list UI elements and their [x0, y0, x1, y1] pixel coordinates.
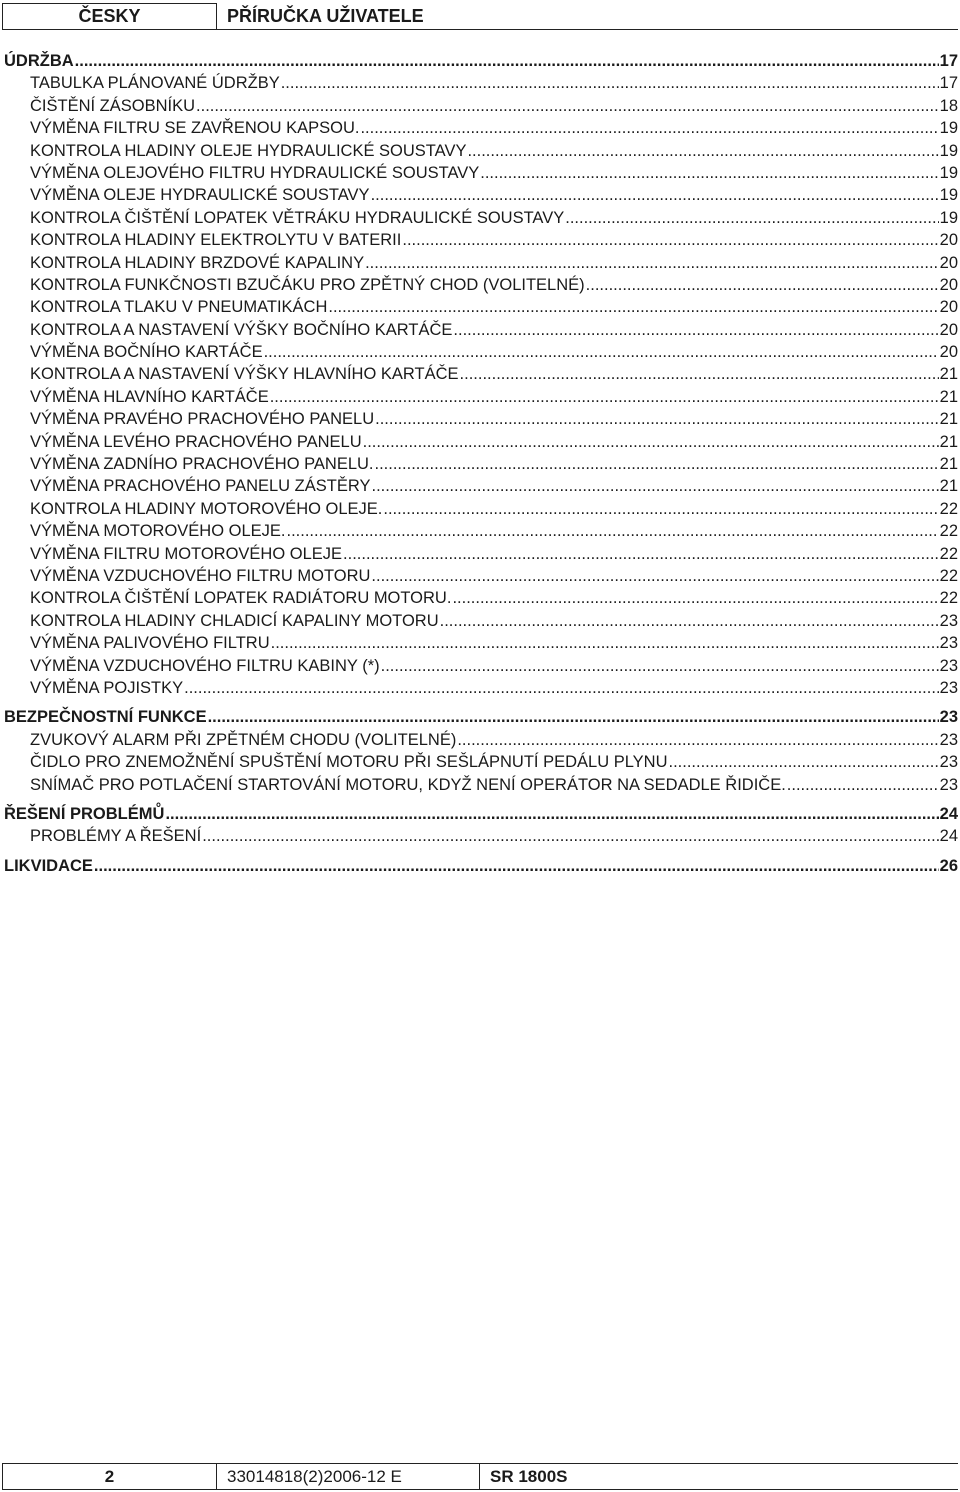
toc-section-heading[interactable] [0, 706, 960, 728]
toc-page-number: 21 [939, 455, 958, 474]
toc-entry[interactable] [0, 341, 960, 363]
toc-entry-title: VÝMĚNA VZDUCHOVÉHO FILTRU MOTORU [30, 566, 371, 585]
toc-page-number: 22 [939, 589, 958, 608]
toc-section-heading[interactable] [0, 855, 960, 877]
dot-leader [271, 632, 939, 654]
toc-section-heading[interactable] [0, 50, 960, 72]
toc-entry-title: VÝMĚNA POJISTKY [30, 678, 184, 697]
toc-page-number: 26 [939, 856, 958, 875]
dot-leader [270, 386, 939, 408]
toc-entry-title: VÝMĚNA FILTRU MOTOROVÉHO OLEJE [30, 544, 343, 563]
document-code: 33014818(2)2006-12 E [217, 1463, 480, 1490]
toc-entry[interactable] [0, 520, 960, 542]
toc-section [0, 803, 960, 848]
dot-leader [363, 431, 939, 453]
toc-entry[interactable] [0, 565, 960, 587]
toc-entry-title: LIKVIDACE [4, 856, 93, 875]
dot-leader [75, 50, 939, 72]
toc-entry-title: KONTROLA HLADINY BRZDOVÉ KAPALINY [30, 253, 365, 272]
toc-page-number: 23 [939, 634, 958, 653]
toc-entry[interactable] [0, 229, 960, 251]
toc-page-number: 20 [939, 231, 958, 250]
toc-entry[interactable] [0, 453, 960, 475]
toc-page-number: 23 [939, 708, 958, 727]
dot-leader [94, 855, 939, 877]
toc-entry-title: ÚDRŽBA [4, 52, 74, 70]
dot-leader [452, 587, 938, 609]
toc-page-number: 23 [939, 775, 958, 794]
dot-leader [375, 408, 939, 430]
toc-page-number: 17 [939, 52, 958, 70]
toc-entry[interactable] [0, 274, 960, 296]
toc-entry[interactable] [0, 655, 960, 677]
toc-page-number: 21 [939, 410, 958, 429]
dot-leader [375, 453, 939, 475]
dot-leader [264, 341, 939, 363]
toc-entry-title: ČIŠTĚNÍ ZÁSOBNÍKU [30, 96, 196, 115]
toc-entry[interactable] [0, 751, 960, 773]
toc-entry-title: KONTROLA FUNKČNOSTI BZUČÁKU PRO ZPĚTNÝ CHOD (VOLITELNÉ) [30, 275, 585, 294]
toc-page-number: 20 [939, 343, 958, 362]
toc-entry-title: TABULKA PLÁNOVANÉ ÚDRŽBY [30, 74, 280, 93]
toc-entry[interactable] [0, 677, 960, 699]
toc-entry-title: VÝMĚNA PRACHOVÉHO PANELU ZÁSTĚRY [30, 477, 371, 496]
toc-entry-title: VÝMĚNA HLAVNÍHO KARTÁČE [30, 387, 269, 406]
dot-leader [457, 729, 938, 751]
dot-leader [360, 117, 938, 139]
page-footer [2, 1463, 958, 1490]
toc-page-number: 22 [939, 499, 958, 518]
toc-page-number: 24 [939, 804, 958, 823]
toc-entry[interactable] [0, 252, 960, 274]
toc-section [0, 855, 960, 877]
toc-entry[interactable] [0, 475, 960, 497]
dot-leader [343, 543, 939, 565]
toc-entry[interactable] [0, 162, 960, 184]
dot-leader [184, 677, 939, 699]
dot-leader [196, 95, 939, 117]
toc-page-number: 19 [939, 208, 958, 227]
toc-entry[interactable] [0, 319, 960, 341]
dot-leader [787, 774, 939, 796]
toc-entry-title: KONTROLA HLADINY OLEJE HYDRAULICKÉ SOUSTAVY [30, 141, 467, 160]
toc-page-number: 19 [939, 141, 958, 160]
toc-entry-title: VÝMĚNA OLEJOVÉHO FILTRU HYDRAULICKÉ SOUSTAVY [30, 163, 480, 182]
language-label: ČESKY [2, 3, 217, 30]
page-number: 2 [2, 1463, 217, 1490]
toc-page-number: 21 [939, 387, 958, 406]
dot-leader [281, 72, 939, 94]
toc-section [0, 50, 960, 699]
toc-entry[interactable] [0, 729, 960, 751]
toc-entry-title: KONTROLA TLAKU V PNEUMATIKÁCH [30, 298, 328, 317]
toc-entry-title: KONTROLA A NASTAVENÍ VÝŠKY BOČNÍHO KARTÁČE [30, 320, 453, 339]
toc-page-number: 20 [939, 320, 958, 339]
toc-section [0, 706, 960, 796]
toc-entry[interactable] [0, 296, 960, 318]
toc-page-number: 23 [939, 678, 958, 697]
dot-leader [402, 229, 938, 251]
toc-entry-title: VÝMĚNA LEVÉHO PRACHOVÉHO PANELU [30, 432, 362, 451]
toc-entry[interactable] [0, 408, 960, 430]
toc-entry[interactable] [0, 825, 960, 847]
dot-leader [165, 803, 938, 825]
toc-page-number: 23 [939, 611, 958, 630]
dot-leader [565, 207, 938, 229]
toc-entry[interactable] [0, 140, 960, 162]
toc-entry-title: VÝMĚNA MOTOROVÉHO OLEJE. [30, 522, 286, 541]
toc-entry[interactable] [0, 610, 960, 632]
toc-entry-title: VÝMĚNA PALIVOVÉHO FILTRU [30, 634, 270, 653]
dot-leader [381, 655, 939, 677]
toc-page-number: 24 [939, 827, 958, 846]
toc-entry-title: KONTROLA HLADINY CHLADICÍ KAPALINY MOTORU [30, 611, 439, 630]
dot-leader [586, 274, 939, 296]
toc-entry[interactable] [0, 184, 960, 206]
toc-entry[interactable] [0, 117, 960, 139]
toc-entry[interactable] [0, 431, 960, 453]
toc-entry-title: KONTROLA HLADINY MOTOROVÉHO OLEJE. [30, 499, 383, 518]
toc-entry[interactable] [0, 587, 960, 609]
toc-page-number: 21 [939, 432, 958, 451]
toc-page-number: 22 [939, 522, 958, 541]
toc-page-number: 18 [939, 96, 958, 115]
dot-leader [460, 363, 939, 385]
toc-page-number: 23 [939, 656, 958, 675]
dot-leader [480, 162, 938, 184]
dot-leader [328, 296, 938, 318]
toc-page-number: 17 [939, 74, 958, 93]
toc-entry-title: KONTROLA A NASTAVENÍ VÝŠKY HLAVNÍHO KARTÁČE [30, 365, 459, 384]
toc-entry-title: KONTROLA ČIŠTĚNÍ LOPATEK VĚTRÁKU HYDRAULICKÉ SOUSTAVY [30, 208, 565, 227]
dot-leader [208, 706, 939, 728]
toc-entry[interactable] [0, 363, 960, 385]
toc-page-number: 19 [939, 119, 958, 138]
toc-entry[interactable] [0, 72, 960, 94]
toc-entry[interactable] [0, 774, 960, 796]
dot-leader [287, 520, 939, 542]
toc-page-number: 19 [939, 186, 958, 205]
toc-entry-title: ČIDLO PRO ZNEMOŽNĚNÍ SPUŠTĚNÍ MOTORU PŘI SEŠLÁPNUTÍ PEDÁLU PLYNU [30, 753, 668, 772]
dot-leader [669, 751, 939, 773]
dot-leader [453, 319, 938, 341]
toc-entry-title: ZVUKOVÝ ALARM PŘI ZPĚTNÉM CHODU (VOLITELNÉ) [30, 730, 457, 749]
toc-entry-title: VÝMĚNA ZADNÍHO PRACHOVÉHO PANELU. [30, 455, 374, 474]
toc-entry[interactable] [0, 95, 960, 117]
page-header [2, 3, 958, 30]
toc-entry[interactable] [0, 632, 960, 654]
dot-leader [371, 475, 938, 497]
model-name: SR 1800S [480, 1463, 958, 1490]
toc-page-number: 21 [939, 477, 958, 496]
toc-entry[interactable] [0, 543, 960, 565]
toc-page-number: 21 [939, 365, 958, 384]
toc-page-number: 23 [939, 730, 958, 749]
toc-page-number: 20 [939, 253, 958, 272]
toc-entry-title: KONTROLA ČIŠTĚNÍ LOPATEK RADIÁTORU MOTORU. [30, 589, 452, 608]
toc-page-number: 22 [939, 566, 958, 585]
toc-entry-title: VÝMĚNA OLEJE HYDRAULICKÉ SOUSTAVY [30, 186, 370, 205]
dot-leader [383, 498, 938, 520]
table-of-contents [0, 50, 960, 884]
manual-title: PŘÍRUČKA UŽIVATELE [217, 3, 958, 30]
toc-page-number: 19 [939, 163, 958, 182]
toc-entry-title: VÝMĚNA PRAVÉHO PRACHOVÉHO PANELU [30, 410, 375, 429]
toc-entry-title: SNÍMAČ PRO POTLAČENÍ STARTOVÁNÍ MOTORU, KDYŽ NENÍ OPERÁTOR NA SEDADLE ŘIDIČE. [30, 775, 786, 794]
toc-entry[interactable] [0, 207, 960, 229]
toc-section-heading[interactable] [0, 803, 960, 825]
dot-leader [202, 825, 938, 847]
toc-page-number: 23 [939, 753, 958, 772]
toc-page-number: 20 [939, 298, 958, 317]
toc-page-number: 20 [939, 275, 958, 294]
toc-entry-title: ŘEŠENÍ PROBLÉMŮ [4, 804, 165, 823]
dot-leader [467, 140, 938, 162]
toc-entry[interactable] [0, 386, 960, 408]
toc-entry-title: KONTROLA HLADINY ELEKTROLYTU V BATERII [30, 231, 402, 250]
dot-leader [371, 184, 939, 206]
dot-leader [371, 565, 938, 587]
toc-entry-title: VÝMĚNA BOČNÍHO KARTÁČE [30, 343, 263, 362]
toc-page-number: 22 [939, 544, 958, 563]
toc-entry-title: VÝMĚNA VZDUCHOVÉHO FILTRU KABINY (*) [30, 656, 380, 675]
toc-entry-title: VÝMĚNA FILTRU SE ZAVŘENOU KAPSOU. [30, 119, 360, 138]
dot-leader [365, 252, 939, 274]
toc-entry-title: BEZPEČNOSTNÍ FUNKCE [4, 708, 207, 727]
toc-entry-title: PROBLÉMY A ŘEŠENÍ [30, 827, 202, 846]
toc-entry[interactable] [0, 498, 960, 520]
dot-leader [440, 610, 939, 632]
